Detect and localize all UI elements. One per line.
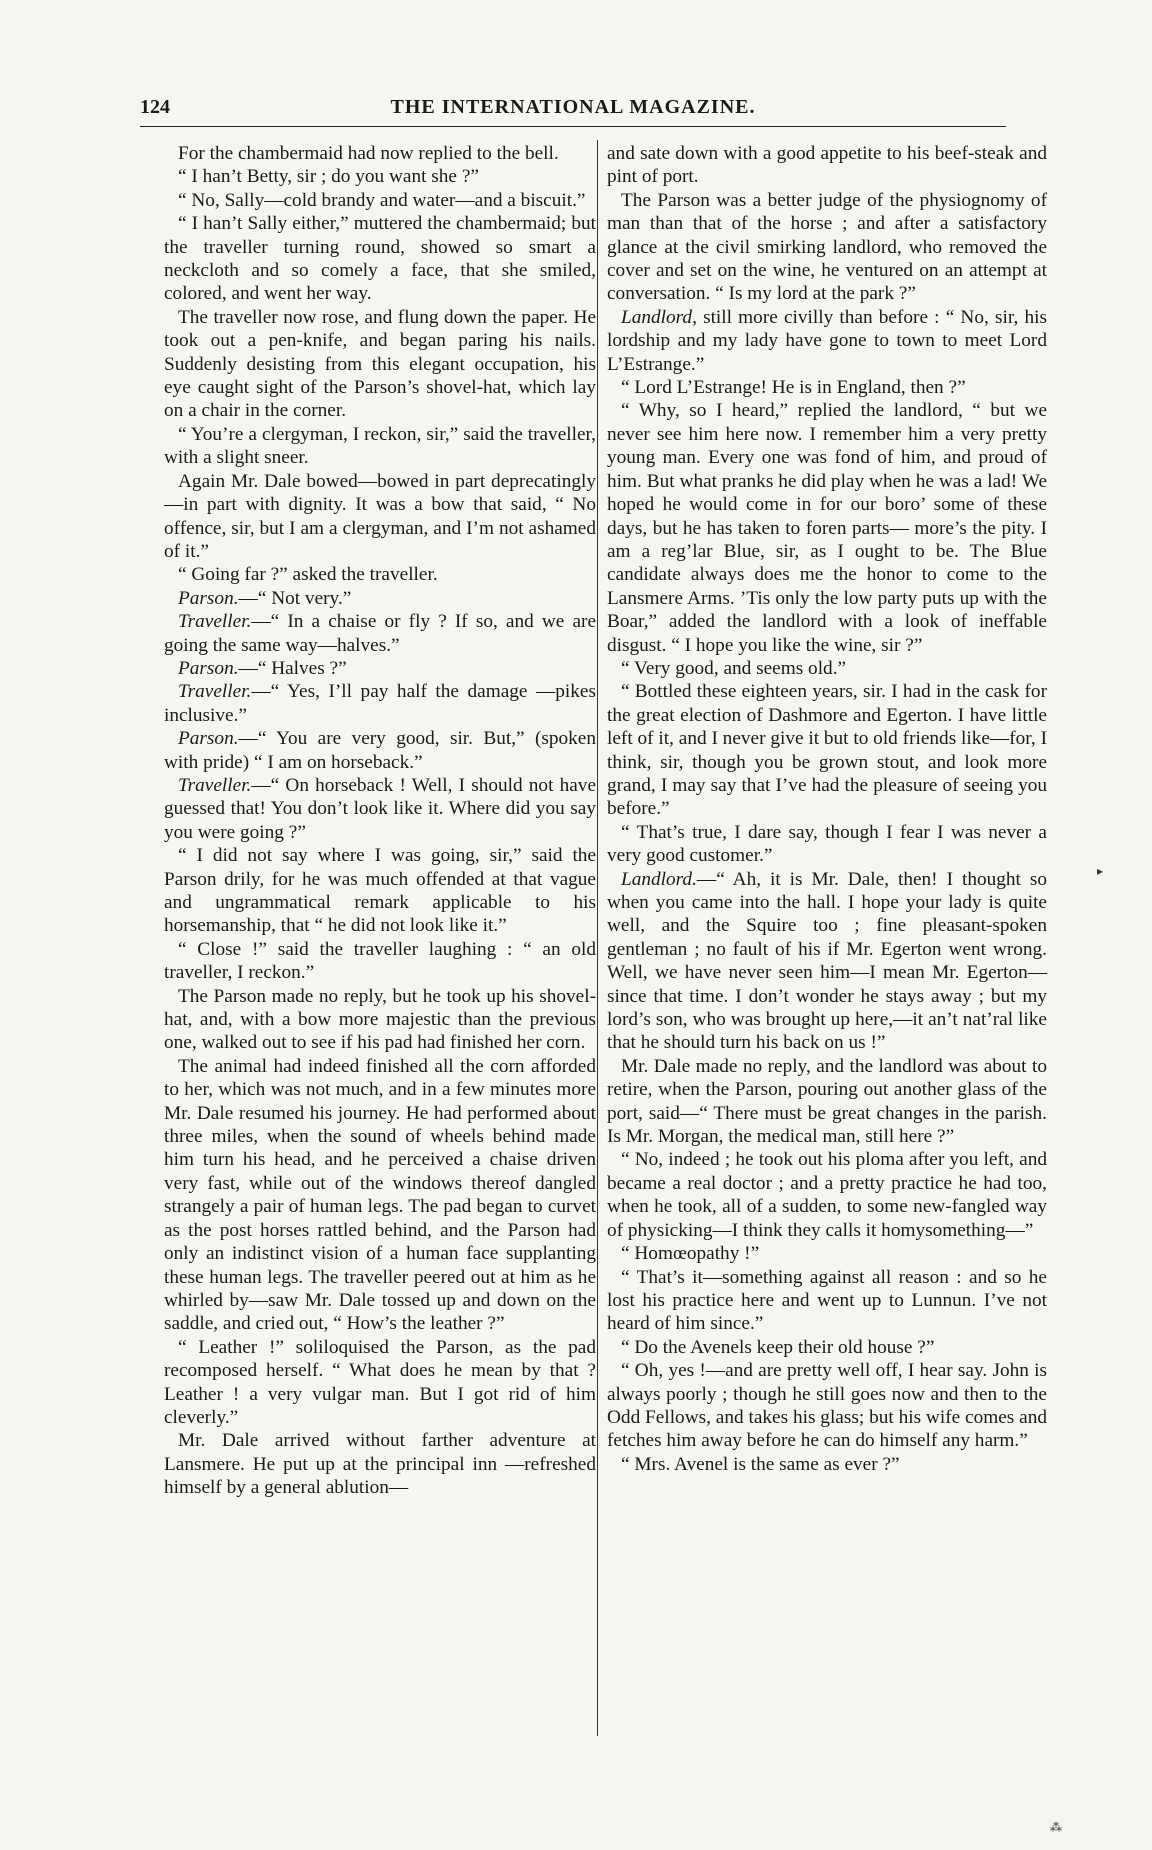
paragraph (607, 1336, 1047, 1359)
paragraph-text: “ That’s true, I dare say, though I fear I was never a very good customer.” (607, 821, 1047, 867)
paragraph (164, 938, 596, 985)
paragraph (607, 1148, 1047, 1242)
paragraph (164, 727, 596, 774)
paragraph-text: “ Why, so I heard,” replied the landlord, “ but we never see him here now. I remember him a very pretty young man. Every one was fond of him, and proud of him. But what pranks he did play when he was a lad! We hoped he would come in for our boro’ some of these days, but he has taken to foren parts— more’s the pity. I am a reg’lar Blue, sir, as I ought to be. The Blue candidate always does me the honor to come to the Lansmere Arms. ’Tis only the low party puts up with the Boar,” added the landlord with a look of ineffable disgust. “ I hope you like the wine, sir ?” (607, 400, 1047, 656)
paragraph-text: For the chambermaid had now replied to the bell. (178, 143, 559, 164)
paragraph-text: “ Lord L’Estrange! He is in England, then ?” (621, 377, 966, 399)
paragraph (164, 657, 596, 680)
paragraph (164, 610, 596, 657)
paragraph (607, 680, 1047, 820)
paragraph (164, 423, 596, 470)
stray-print-mark: ▸ (1097, 864, 1104, 878)
paragraph-text: “ Homœopathy !” (621, 1243, 760, 1265)
speaker-label: Landlord. (621, 868, 697, 890)
paragraph-text: The traveller now rose, and flung down the paper. He took out a pen-knife, and began paring his nails. Suddenly desisting from this elegant occupation, his eye caught sight of the Parson’s shovel-hat, which lay on a chair in the corner. (164, 306, 596, 422)
paragraph-text: —“ Yes, I’ll pay half the damage —pikes inclusive.” (164, 681, 596, 726)
paragraph (607, 306, 1047, 376)
paragraph-text: “ Leather !” soliloquised the Parson, as the pad recomposed herself. “ What does he mean by that ? Leather ! a very vulgar man. But I got rid of him cleverly.” (164, 1336, 596, 1428)
speaker-label: Parson. (178, 587, 239, 609)
paragraph (607, 1359, 1047, 1453)
paragraph (607, 1055, 1047, 1149)
paragraph (164, 985, 596, 1055)
paragraph (164, 165, 596, 188)
paragraph (607, 657, 1047, 680)
paragraph (164, 844, 596, 938)
speaker-label: Traveller. (178, 611, 252, 633)
paragraph-text: Again Mr. Dale bowed—bowed in part deprecatingly—in part with dignity. It was a bow that said, “ No offence, sir, but I am a clergyman, and I’m not ashamed of it.” (164, 470, 596, 562)
paragraph-text: —“ Not very.” (238, 587, 352, 609)
paragraph (164, 1055, 596, 1336)
paragraph (607, 868, 1047, 1055)
paragraph-text: “ Bottled these eighteen years, sir. I had in the cask for the great election of Dashmore and Egerton. I have little left of it, and I never give it but to old friends like—for, I think, sir, though you be grown stout, and look more grand, I may say that I’ve had the pleasure of seeing you before.” (607, 681, 1047, 820)
right-text-column (607, 142, 1047, 1476)
paragraph (164, 1336, 596, 1430)
column-divider (597, 140, 598, 1736)
paragraph-text: The Parson was a better judge of the physiognomy of man than that of the horse ; and after a satisfactory glance at the civil smirking landlord, who removed the cover and set on the wine, he ventured on an attempt at conversation. “ Is my lord at the park ?” (607, 189, 1047, 305)
page-header (140, 96, 1006, 127)
paragraph (164, 189, 596, 212)
speaker-label: Parson. (178, 728, 239, 750)
paragraph-text: —“ Halves ?” (238, 657, 347, 679)
paragraph-text: The animal had indeed finished all the corn afforded to her, which was not much, and in a few minutes more Mr. Dale resumed his journey. He had performed about three miles, when the sound of wheels behind made him turn his head, and he perceived a chaise driven very fast, while out of the windows thereof dangled strangely a pair of human legs. The pad began to curvet as the post horses rattled behind, and the Parson had only an indistinct vision of a human face supplanting these human legs. The traveller peered out at him as he whirled by—saw Mr. Dale tossed up and down on the saddle, and cried out, “ How’s the leather ?” (164, 1055, 596, 1335)
paragraph (164, 680, 596, 727)
speaker-label: Traveller. (178, 681, 252, 703)
paragraph (164, 142, 596, 165)
paragraph (164, 563, 596, 586)
paragraph-text: “ No, Sally—cold brandy and water—and a biscuit.” (178, 189, 586, 211)
paragraph (164, 774, 596, 844)
paragraph (607, 376, 1047, 399)
paragraph-text: “ Going far ?” asked the traveller. (178, 564, 438, 586)
paragraph-text: “ Do the Avenels keep their old house ?” (621, 1336, 935, 1358)
paragraph (164, 212, 596, 306)
paragraph-text: —“ You are very good, sir. But,” (spoken with pride) “ I am on horseback.” (164, 728, 596, 773)
paragraph-text: “ Close !” said the traveller laughing : “ an old traveller, I reckon.” (164, 938, 596, 984)
paragraph-text: “ Very good, and seems old.” (621, 657, 847, 679)
paragraph-text: “ You’re a clergyman, I reckon, sir,” said the traveller, with a slight sneer. (164, 423, 596, 469)
paragraph-text: “ I han’t Sally either,” muttered the chambermaid; but the traveller turning round, showed so smart a neckcloth and so comely a face, that she smiled, colored, and went her way. (164, 213, 596, 305)
paragraph-text: —“ In a chaise or fly ? If so, and we are going the same way—halves.” (164, 611, 596, 656)
paragraph-text: The Parson made no reply, but he took up his shovel-hat, and, with a bow more majestic than the previous one, walked out to see if his pad had finished her corn. (164, 985, 596, 1054)
paragraph-text: —“ Ah, it is Mr. Dale, then! I thought so when you came into the hall. I hope your lady is quite well, and the Squire too ; fine pleasant-spoken gentleman ; no fault of his if Mr. Egerton went wrong. Well, we have never seen him—I mean Mr. Egerton— since that time. I don’t wonder he stays away ; but my lord’s son, who was brought up here,—it an’t nat’ral like that he should turn his back on us !” (607, 868, 1047, 1054)
running-title: THE INTERNATIONAL MAGAZINE. (390, 96, 756, 118)
paragraph-text: Mr. Dale arrived without farther adventure at Lansmere. He put up at the principal inn —refreshed himself by a general ablution— (164, 1430, 596, 1499)
paragraph-text: “ I did not say where I was going, sir,” said the Parson drily, for he was much offended at that vague and ungrammatical remark applicable to his horsemanship, that “ he did not look like it.” (164, 845, 596, 937)
paragraph-text: —“ On horseback ! Well, I should not have guessed that! You don’t look like it. Where did you say you were going ?” (164, 774, 596, 843)
paragraph-text: “ No, indeed ; he took out his ploma after you left, and became a real doctor ; and a pretty practice he had too, when he took, all of a sudden, to some new-fangled way of physicking—I think they calls it homysomething—” (607, 1149, 1047, 1241)
speaker-label: Traveller. (178, 774, 252, 796)
speaker-label: Parson. (178, 657, 239, 679)
paragraph (164, 470, 596, 564)
paragraph-text: “ Oh, yes !—and are pretty well off, I hear say. John is always poorly ; though he still goes now and then to the Odd Fellows, and takes his glass; but his wife comes and fetches him away before he can do himself any harm.” (607, 1360, 1047, 1452)
paragraph-text: and sate down with a good appetite to his beef-steak and pint of port. (607, 143, 1047, 188)
paragraph (607, 821, 1047, 868)
paragraph-text: “ Mrs. Avenel is the same as ever ?” (621, 1453, 900, 1475)
paragraph-text: still more civilly than before : “ No, sir, his lordship and my lady have gone to town to meet Lord L’Estrange.” (607, 306, 1047, 375)
paragraph (607, 1242, 1047, 1265)
paragraph (607, 399, 1047, 656)
paragraph-text: “ That’s it—something against all reason : and so he lost his practice here and went up to Lunnun. I’ve not heard of him since.” (607, 1266, 1047, 1335)
paragraph (607, 142, 1047, 189)
paragraph-text: Mr. Dale made no reply, and the landlord was about to retire, when the Parson, pouring out another glass of the port, said—“ There must be great changes in the parish. Is Mr. Morgan, the medical man, still here ?” (607, 1055, 1047, 1148)
speaker-label: Landlord, (621, 306, 697, 328)
page-number: 124 (140, 96, 170, 118)
paragraph (607, 1266, 1047, 1336)
paragraph (164, 1429, 596, 1499)
paragraph (164, 587, 596, 610)
paragraph (607, 189, 1047, 306)
paragraph-text: “ I han’t Betty, sir ; do you want she ?” (178, 166, 479, 188)
paragraph (607, 1453, 1047, 1476)
stray-print-mark: ⁂ (1050, 1820, 1062, 1834)
left-text-column (164, 142, 596, 1500)
paragraph (164, 306, 596, 423)
